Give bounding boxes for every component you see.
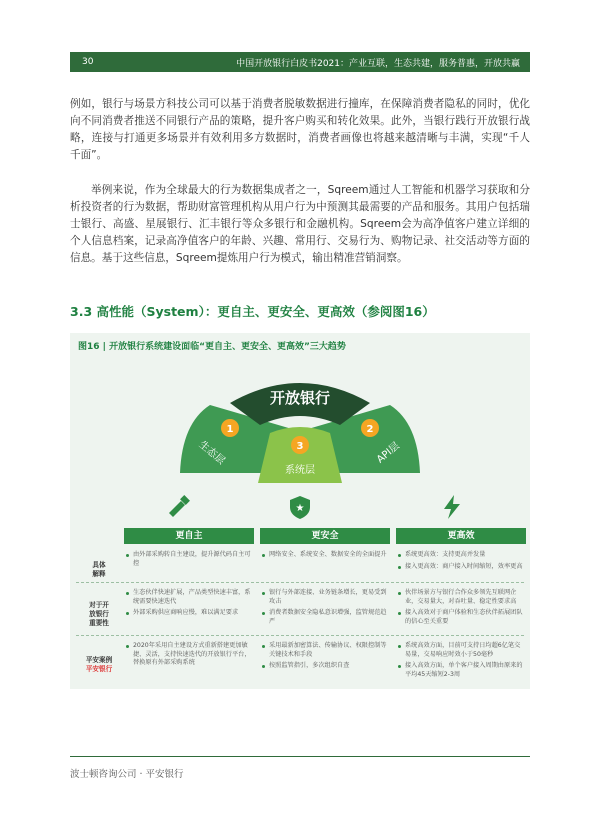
cell-autonomous-case: 2020年采用自主建设方式重新搭建更加敏捷、灵活，支持快速迭代的开放银行平台，替换原有外部采购系统 xyxy=(126,642,252,671)
cell-secure-explanation: 网络安全、系统安全、数据安全的全面提升 xyxy=(262,551,388,563)
cell-autonomous-importance: 生态伙伴快速扩展，产品类型快速丰富，系统需要快速迭代 外部采购供应商响应慢，难以满足要求 xyxy=(126,589,252,621)
cell-efficient-case: 系统高效方面，目前可支持日均超6亿笔交易量，交易响应时效小于50毫秒 接入高效方面，单个客户接入周期由原来的平均45天缩短2-3周 xyxy=(398,642,524,682)
column-efficient: 更高效 xyxy=(396,528,526,544)
system-layer-label: 系统层 xyxy=(285,465,315,476)
svg-text:3: 3 xyxy=(296,441,304,452)
cell-efficient-explanation: 系统更高效：支持更高并发量 接入更高效：商户接入时间缩短，效率更高 xyxy=(398,551,524,574)
lightning-icon xyxy=(438,493,466,521)
shield-icon xyxy=(286,493,314,521)
row-divider xyxy=(76,635,524,636)
row-label-case: 平安案例 平安银行 xyxy=(85,656,113,673)
figure-title: 图16 | 开放银行系统建设面临“更自主、更安全、更高效”三大趋势 xyxy=(78,342,346,352)
wrench-icon xyxy=(165,493,193,521)
section-heading: 3.3 高性能（System）：更自主、更安全、更高效（参阅图16） xyxy=(70,304,435,319)
ecosystem-layer-label: 生态层 xyxy=(196,439,227,467)
cell-autonomous-explanation: 由外部采购转自主建设，提升源代码自主可控 xyxy=(126,551,252,571)
figure-16 xyxy=(70,333,530,689)
page-number: 30 xyxy=(82,57,94,67)
cell-secure-case: 采用最新加密算法、传输协议、权限控制等关键技术和手段 按照监管指引，多次组织自查 xyxy=(262,642,388,674)
row-divider xyxy=(76,582,524,583)
row-label-importance: 对于开 放银行 重要性 xyxy=(89,601,109,627)
column-autonomous: 更自主 xyxy=(124,528,254,544)
paragraph-1: 例如，银行与场景方科技公司可以基于消费者脱敏数据进行撞库，在保障消费者隐私的同时，优化向不同消费者推送不同银行产品的策略，提升客户购买和转化效果。此外，当银行践行开放银行战略，连接与打通更多场景并有效利用多方数据时，消费者画像也将越来越清晰与丰满，实现“千人千面”。 xyxy=(70,98,530,161)
paragraph-2: 举例来说，作为全球最大的行为数据集成者之一，Sqreem通过人工智能和机器学习获取和分析投资者的行为数据，帮助财富管理机构从用户行为中预测其最需要的产品和服务。其用户包括瑞士银行、高盛、星展银行、汇丰银行等众多银行和金融机构。Sqreem会为高净值客户建立详细的个人信息档案，记录高净值客户的年龄、兴趣、常用行、交易行为、购物记录、社交活动等方面的信息。基于这些信息，Sqreem提炼用户行为模式，输出精准营销洞察。 xyxy=(70,184,530,264)
cell-efficient-importance: 伙伴场景方与银行合作众多领先互联网企业，交易量大，对吞吐量、稳定性要求高 接入高效对于商户体验和生态伙伴拓展团队的信心至关重要 xyxy=(398,589,524,629)
arc-label: 开放银行 xyxy=(269,389,331,407)
svg-text:2: 2 xyxy=(366,424,374,435)
column-secure: 更安全 xyxy=(260,528,390,544)
header-title: 中国开放银行白皮书2021：产业互联，生态共建，服务普惠，开放共赢 xyxy=(236,58,520,69)
footer-divider xyxy=(70,756,530,757)
svg-text:★: ★ xyxy=(295,503,305,514)
api-layer-label: API层 xyxy=(374,440,402,466)
footer-text: 波士顿咨询公司 · 平安银行 xyxy=(70,769,184,780)
row-label-explanation: 具体 解释 xyxy=(92,561,106,578)
cell-secure-importance: 银行与外部连接、业务链条增长，更易受到攻击 消费者数据安全隐私意识增强，监管规范趋严 xyxy=(262,589,388,629)
page-header-bar xyxy=(70,52,530,72)
svg-text:1: 1 xyxy=(226,424,234,435)
